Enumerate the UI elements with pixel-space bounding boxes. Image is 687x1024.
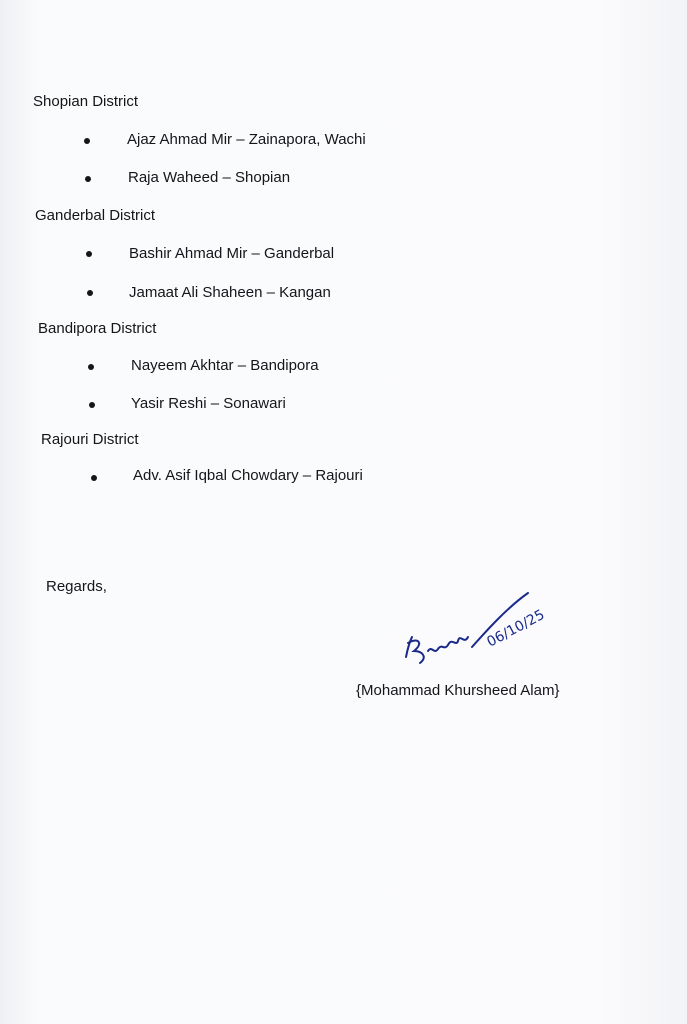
list-item-text: Jamaat Ali Shaheen – Kangan: [129, 284, 331, 301]
bullet-icon: [89, 402, 95, 408]
section-heading-bandipora: Bandipora District: [38, 320, 157, 337]
signature-scribble-icon: [398, 585, 558, 675]
list-item-text: Raja Waheed – Shopian: [128, 169, 291, 186]
section-heading-rajouri: Rajouri District: [41, 431, 139, 448]
regards-text: Regards,: [46, 578, 107, 595]
section-heading-ganderbal: Ganderbal District: [35, 207, 156, 224]
signatory-name: {Mohammad Khursheed Alam}: [356, 682, 560, 699]
list-item-text: Ajaz Ahmad Mir – Zainapora, Wachi: [127, 131, 366, 148]
section-heading-shopian: Shopian District: [33, 93, 139, 110]
list-item-text: Nayeem Akhtar – Bandipora: [131, 357, 319, 374]
signature-date: 06/10/25: [484, 606, 548, 651]
bullet-icon: [84, 138, 90, 144]
list-item-text: Yasir Reshi – Sonawari: [131, 395, 286, 412]
bullet-icon: [91, 475, 97, 481]
list-item-text: Bashir Ahmad Mir – Ganderbal: [129, 245, 335, 262]
bullet-icon: [86, 251, 92, 257]
bullet-icon: [85, 176, 91, 182]
list-item-text: Adv. Asif Iqbal Chowdary – Rajouri: [133, 467, 363, 484]
bullet-icon: [88, 364, 94, 370]
bullet-icon: [87, 290, 93, 296]
